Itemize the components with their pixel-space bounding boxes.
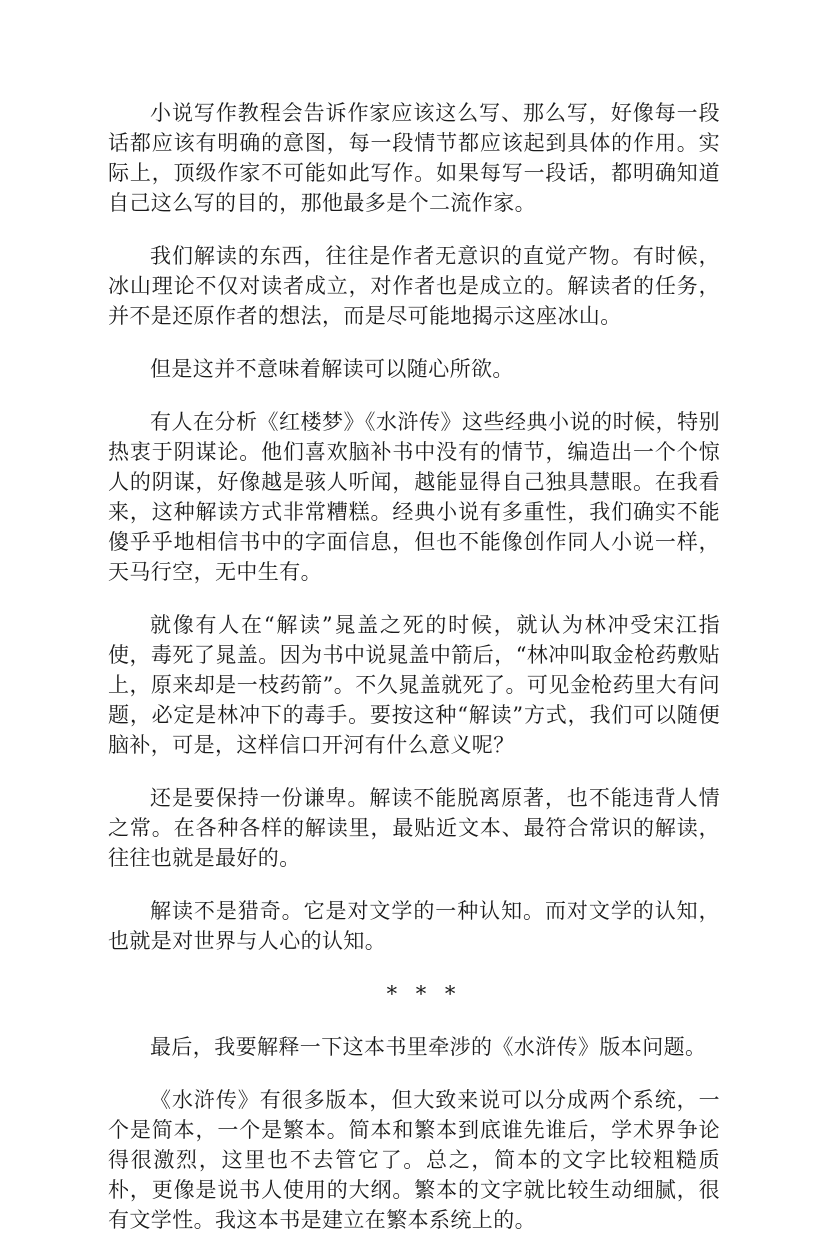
paragraph: 就像有人在“解读”晁盖之死的时候，就认为林冲受宋江指使，毒死了晁盖。因为书中说晁盖中箭后，“林冲叫取金枪药敷贴上，原来却是一枝药箭”。不久晁盖就死了。可见金枪药里大有问题，必定是林冲下的毒手。要按这种“解读”方式，我们可以随便脑补，可是，这样信口开河有什么意义呢？: [108, 613, 720, 757]
document-page: [108, 98, 720, 1258]
paragraph: 还是要保持一份谦卑。解读不能脱离原著，也不能违背人情之常。在各种各样的解读里，最贴近文本、最符合常识的解读，往往也就是最好的。: [108, 786, 720, 870]
section-separator: * * *: [386, 982, 462, 1006]
paragraph: 最后，我要解释一下这本书里牵涉的《水浒传》版本问题。: [150, 1035, 707, 1059]
paragraph: 小说写作教程会告诉作家应该这么写、那么写，好像每一段话都应该有明确的意图，每一段情节都应该起到具体的作用。实际上，顶级作家不可能如此写作。如果每写一段话，都明确知道自己这么写的目的，那他最多是个二流作家。: [108, 101, 720, 215]
paragraph: 但是这并不意味着解读可以随心所欲。: [150, 357, 514, 381]
paragraph: 《水浒传》有很多版本，但大致来说可以分成两个系统，一个是简本，一个是繁本。简本和繁本到底谁先谁后，学术界争论得很激烈，这里也不去管它了。总之，简本的文字比较粗糙质朴，更像是说书人使用的大纲。繁本的文字就比较生动细腻，很有文学性。我这本书是建立在繁本系统上的。: [108, 1088, 720, 1232]
paragraph: 我们解读的东西，往往是作者无意识的直觉产物。有时候，冰山理论不仅对读者成立，对作者也是成立的。解读者的任务，并不是还原作者的想法，而是尽可能地揭示这座冰山。: [108, 244, 720, 328]
paragraph: 解读不是猎奇。它是对文学的一种认知。而对文学的认知，也就是对世界与人心的认知。: [108, 899, 720, 953]
paragraph: 有人在分析《红楼梦》《水浒传》这些经典小说的时候，特别热衷于阴谋论。他们喜欢脑补书中没有的情节，编造出一个个惊人的阴谋，好像越是骇人听闻，越能显得自己独具慧眼。在我看来，这种解读方式非常糟糕。经典小说有多重性，我们确实不能傻乎乎地相信书中的字面信息，但也不能像创作同人小说一样，天马行空，无中生有。: [108, 410, 720, 584]
